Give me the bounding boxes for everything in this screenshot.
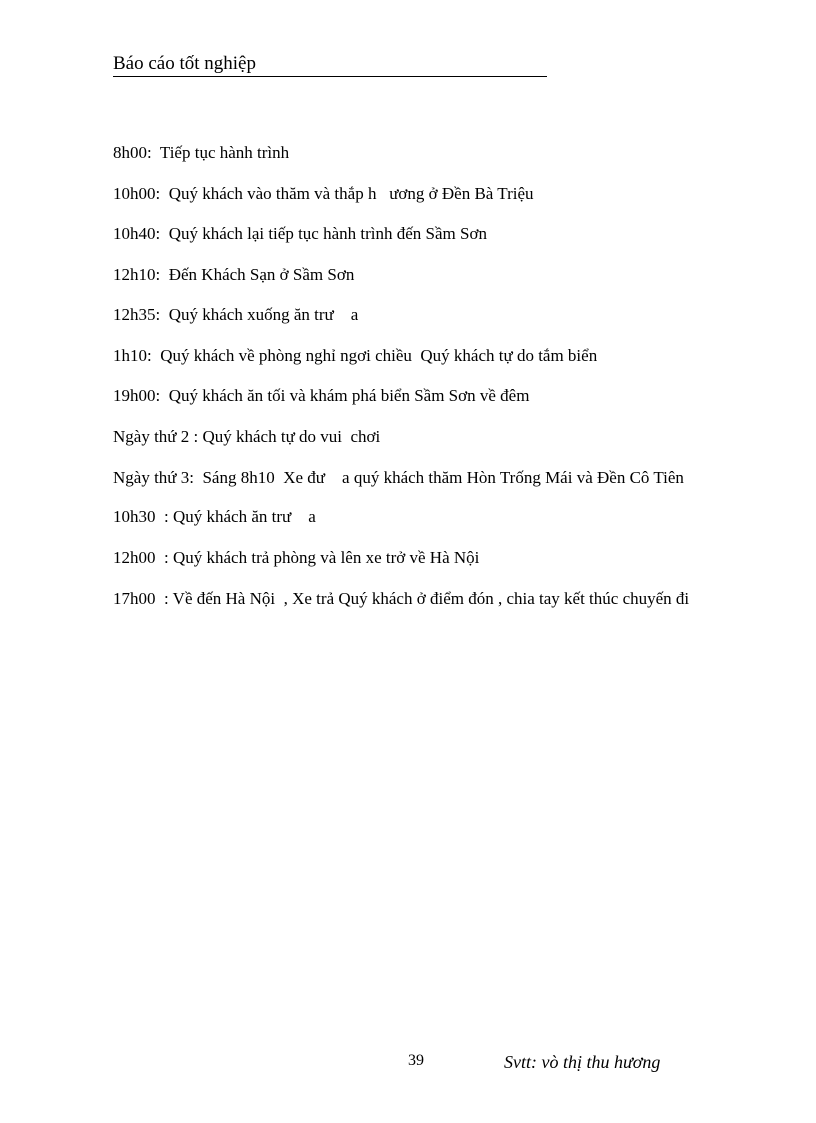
itinerary-line: 10h00: Quý khách vào thăm và thắp h ương ở Đền Bà Triệu bbox=[113, 183, 534, 203]
itinerary-line: Ngày thứ 3: Sáng 8h10 Xe đư a quý khách thăm Hòn Trống Mái và Đền Cô Tiên bbox=[113, 468, 684, 487]
itinerary-line: 10h30 : Quý khách ăn trư a bbox=[113, 507, 316, 526]
itinerary-line: 12h00 : Quý khách trả phòng và lên xe trở về Hà Nội bbox=[113, 547, 480, 567]
page-header bbox=[113, 50, 547, 77]
itinerary-line: 12h10: Đến Khách Sạn ở Sầm Sơn bbox=[113, 264, 355, 284]
page-number: 39 bbox=[408, 1052, 424, 1069]
itinerary-content bbox=[113, 142, 703, 627]
itinerary-line: Ngày thứ 2 : Quý khách tự do vui chơi bbox=[113, 426, 381, 446]
itinerary-line: 19h00: Quý khách ăn tối và khám phá biển Sầm Sơn về đêm bbox=[113, 386, 530, 405]
itinerary-line: 12h35: Quý khách xuống ăn trư a bbox=[113, 305, 359, 324]
header-title: Báo cáo tốt nghiệp bbox=[113, 53, 256, 74]
itinerary-line: 17h00 : Về đến Hà Nội , Xe trả Quý khách ở điểm đón , chia tay kết thúc chuyến đi bbox=[113, 589, 690, 608]
itinerary-line: 1h10: Quý khách về phòng nghỉ ngơi chiều Quý khách tự do tắm biển bbox=[113, 345, 598, 365]
itinerary-line: 8h00: Tiếp tục hành trình bbox=[113, 143, 290, 162]
author-credit: Svtt: vò thị thu hương bbox=[504, 1052, 661, 1072]
itinerary-line: 10h40: Quý khách lại tiếp tục hành trình đến Sầm Sơn bbox=[113, 224, 487, 243]
